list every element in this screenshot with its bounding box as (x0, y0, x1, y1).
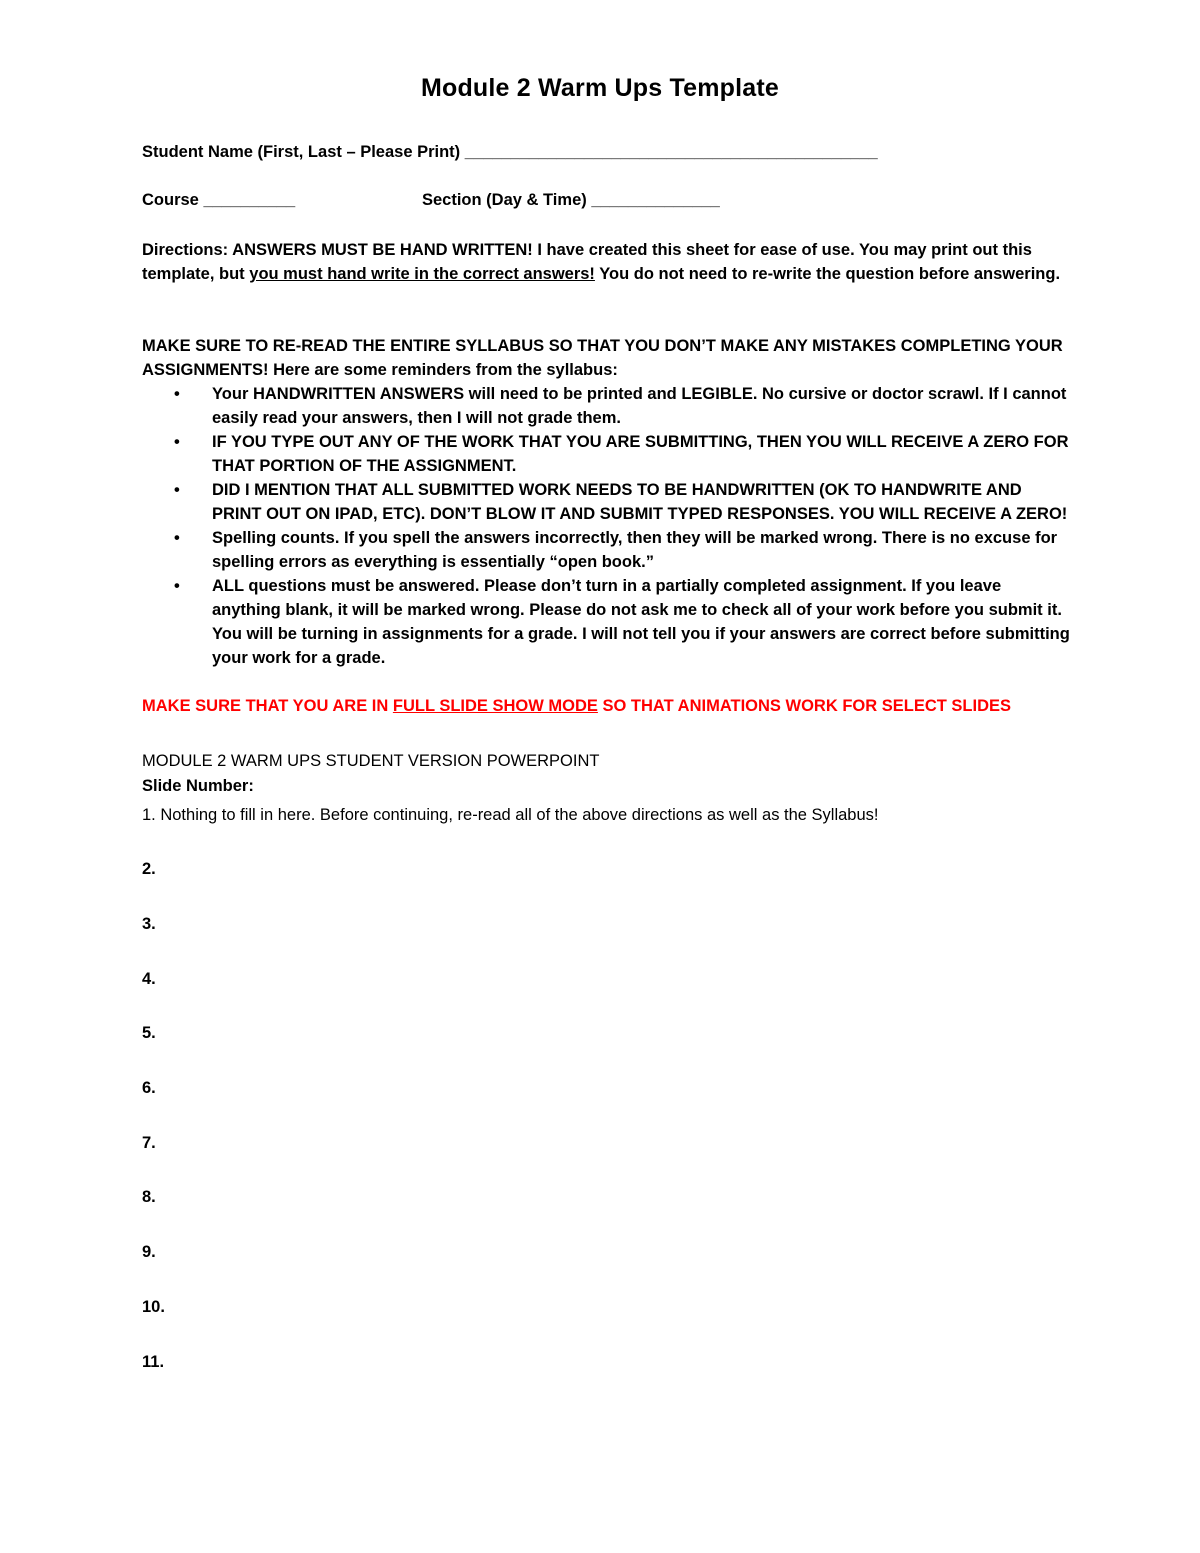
document-title: Module 2 Warm Ups Template (420, 74, 780, 102)
directions-text-2: You do not need to re-write the question before answering. (594, 265, 1061, 283)
section-label: Section (Day & Time) (422, 191, 587, 209)
bullet-icon: • (174, 433, 180, 451)
answer-item-7: 7. (142, 1134, 156, 1152)
first-answer-item: 1. Nothing to fill in here. Before continuing, re-read all of the above directions as well as the Syllabus! (142, 806, 879, 824)
answer-item-9: 9. (142, 1243, 156, 1261)
reminders-list (142, 382, 1072, 670)
reminders-list-container (142, 382, 1072, 670)
student-name-blank: _____________________________________________ (464, 143, 878, 161)
reminder-item (142, 574, 1072, 670)
course-label: Course (142, 191, 199, 209)
directions-text-1: Directions: ANSWERS MUST BE HAND WRITTEN! I have created this sheet for ease of use. You may print out this template, but (142, 241, 1032, 283)
answer-item-11: 11. (142, 1353, 165, 1371)
answer-item-4: 4. (142, 970, 156, 988)
reminder-text: IF YOU TYPE OUT ANY OF THE WORK THAT YOU ARE SUBMITTING, THEN YOU WILL RECEIVE A ZERO FOR THAT PORTION OF THE ASSIGNMENT. (212, 433, 1069, 475)
bullet-icon: • (174, 481, 180, 499)
reminder-item (142, 430, 1072, 478)
answer-item-10: 10. (142, 1298, 165, 1316)
student-name-line (142, 143, 878, 162)
section-line (422, 191, 720, 210)
reminder-text: DID I MENTION THAT ALL SUBMITTED WORK NEEDS TO BE HANDWRITTEN (OK TO HANDWRITE AND PRINT OUT ON IPAD, ETC). DON’T BLOW IT AND SUBMIT TYPED RESPONSES. YOU WILL RECEIVE A ZERO! (212, 481, 1068, 523)
reminder-item (142, 478, 1072, 526)
student-name-label: Student Name (First, Last – Please Print) (142, 143, 461, 161)
powerpoint-heading: MODULE 2 WARM UPS STUDENT VERSION POWERPOINT (142, 752, 600, 770)
answer-item-8: 8. (142, 1188, 156, 1206)
warning-text-1: MAKE SURE THAT YOU ARE IN (142, 697, 393, 715)
answer-item-2: 2. (142, 860, 156, 878)
bullet-icon: • (174, 385, 180, 403)
warning-underlined: FULL SLIDE SHOW MODE (392, 697, 598, 715)
directions-paragraph (142, 238, 1072, 286)
course-line (142, 191, 295, 210)
reminder-intro: MAKE SURE TO RE-READ THE ENTIRE SYLLABUS SO THAT YOU DON’T MAKE ANY MISTAKES COMPLETING YOUR ASSIGNMENTS! Here are some reminders from the syllabus: (142, 337, 1063, 379)
slide-number-label: Slide Number: (142, 777, 254, 795)
reminder-text: Your HANDWRITTEN ANSWERS will need to be printed and LEGIBLE. No cursive or doctor scrawl. If I cannot easily read your answers, then I will not grade them. (212, 385, 1067, 427)
answer-item-5: 5. (142, 1024, 156, 1042)
warning-text-2: SO THAT ANIMATIONS WORK FOR SELECT SLIDES (597, 697, 1012, 715)
reminder-text: ALL questions must be answered. Please don’t turn in a partially completed assignment. If you leave anything blank, it will be marked wrong. Please do not ask me to check all of your work before you submit it. You will be turning in assignments for a grade. I will not tell you if your answers are correct before submitting your work for a grade. (212, 577, 1070, 667)
bullet-icon: • (174, 529, 180, 547)
reminder-text: Spelling counts. If you spell the answers incorrectly, then they will be marked wrong. There is no excuse for spelling errors as everything is essentially “open book.” (212, 529, 1058, 571)
reminder-item (142, 526, 1072, 574)
section-blank: ______________ (591, 191, 720, 209)
slideshow-warning (142, 697, 1011, 716)
answer-item-6: 6. (142, 1079, 156, 1097)
reminder-item (142, 382, 1072, 430)
course-blank: __________ (203, 191, 296, 209)
bullet-icon: • (174, 577, 180, 595)
directions-underlined: you must hand write in the correct answers! (249, 265, 595, 283)
answer-item-3: 3. (142, 915, 156, 933)
